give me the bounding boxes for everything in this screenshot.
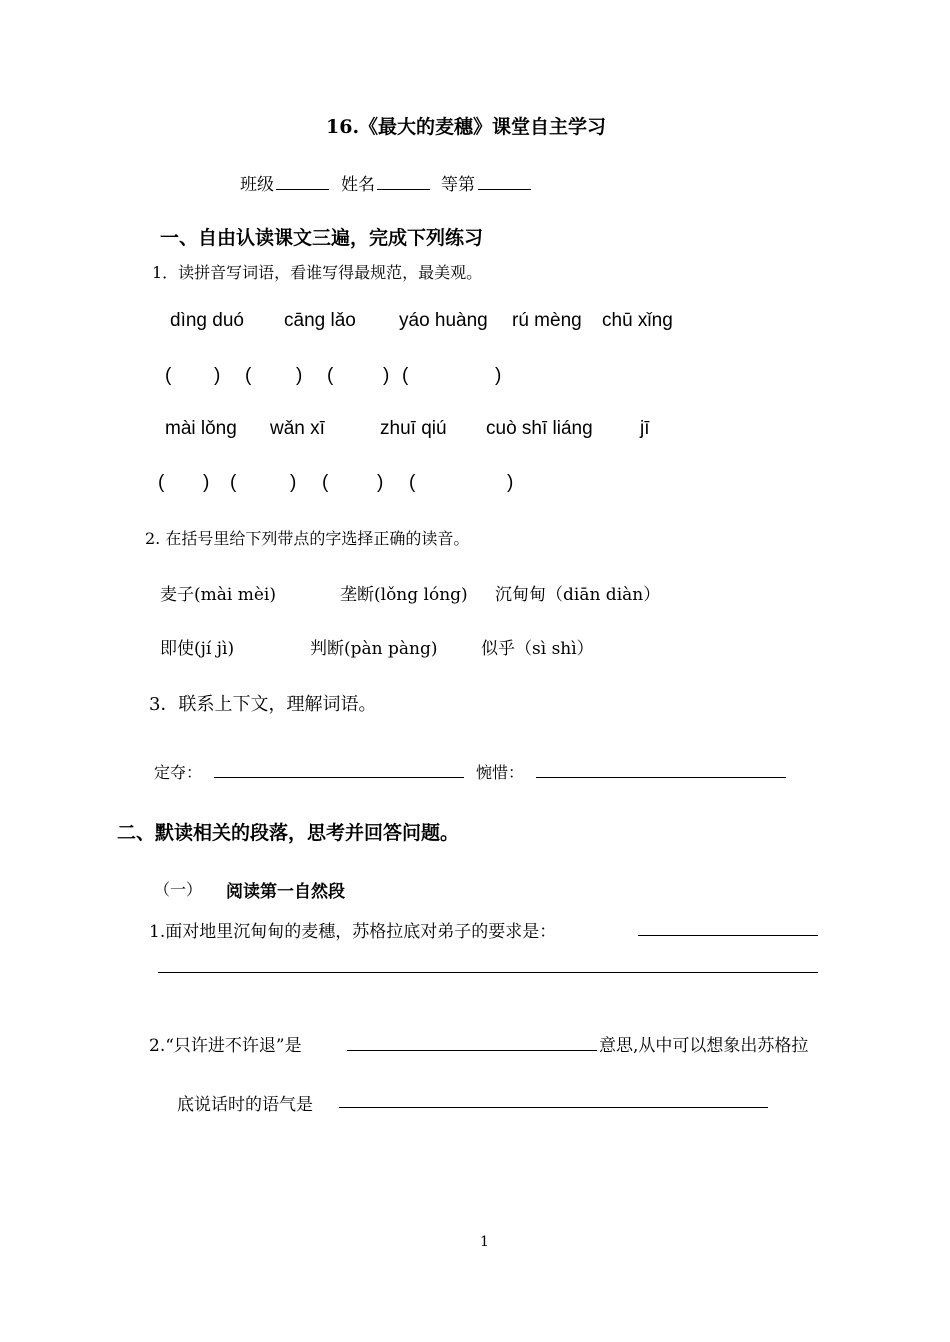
paren-close: ) <box>214 365 221 386</box>
paren-open: ( <box>402 365 409 386</box>
paren-close: ) <box>495 365 502 386</box>
paren-open: ( <box>245 365 252 386</box>
answer-blank-wanxi[interactable] <box>536 777 786 778</box>
question-2-1: 1.面对地里沉甸甸的麦穗，苏格拉底对弟子的要求是： <box>149 922 557 942</box>
word-label-wanxi: 惋惜： <box>476 763 525 782</box>
reading-choice[interactable]: 判断(pàn pàng) <box>310 639 438 659</box>
paren-open: ( <box>322 472 329 493</box>
reading-choice[interactable]: 沉甸甸（diān diàn） <box>495 585 661 605</box>
paren-close: ) <box>377 472 384 493</box>
section-one-heading: 一、自由认读课文三遍，完成下列练习 <box>160 227 484 249</box>
class-field-blank[interactable] <box>276 189 329 190</box>
pinyin-item: chū xǐnɡ <box>602 310 673 331</box>
reading-choice[interactable]: 麦子(mài mèi) <box>160 585 276 605</box>
paren-close: ) <box>296 365 303 386</box>
name-field-blank[interactable] <box>377 189 430 190</box>
paren-open: ( <box>409 472 416 493</box>
paren-open: ( <box>165 365 172 386</box>
pinyin-item: cuò shī liánɡ <box>486 418 593 439</box>
name-field-label: 姓名 <box>341 175 375 195</box>
question-1-2: 2. 在括号里给下列带点的字选择正确的读音。 <box>145 529 470 548</box>
answer-blank-2-1a[interactable] <box>638 935 818 936</box>
pinyin-item: rú mènɡ <box>512 310 582 331</box>
page-number: 1 <box>480 1234 489 1250</box>
pinyin-item: yáo huànɡ <box>399 310 488 331</box>
page-title: 16.《最大的麦穗》课堂自主学习 <box>326 116 607 138</box>
reading-choice[interactable]: 即使(jí jì) <box>160 639 235 659</box>
answer-blank-2-2a[interactable] <box>347 1050 597 1051</box>
class-field-label: 班级 <box>240 175 274 195</box>
question-1-1: 1．读拼音写词语，看谁写得最规范，最美观。 <box>152 263 483 282</box>
answer-blank-2-1b[interactable] <box>158 972 818 973</box>
section-two-heading: 二、默读相关的段落，思考并回答问题。 <box>117 822 460 844</box>
pinyin-item: dìnɡ duó <box>170 310 244 331</box>
question-2-2-prefix: 2.“只许进不许退”是 <box>149 1036 302 1056</box>
paren-close: ) <box>383 365 390 386</box>
paren-close: ) <box>203 472 210 493</box>
pinyin-item: zhuī qiú <box>380 418 447 439</box>
word-label-dingduo: 定夺： <box>154 763 203 782</box>
paren-open: ( <box>230 472 237 493</box>
paren-close: ) <box>290 472 297 493</box>
subsection-label: （一） <box>154 880 203 899</box>
reading-choice[interactable]: 垄断(lǒng lóng) <box>340 585 468 605</box>
grade-field-label: 等第 <box>441 175 475 195</box>
question-2-2-line2: 底说话时的语气是 <box>177 1095 313 1115</box>
grade-field-blank[interactable] <box>478 189 531 190</box>
paren-open: ( <box>327 365 334 386</box>
pinyin-item: mài lǒnɡ <box>165 418 237 439</box>
question-1-3: 3．联系上下文，理解词语。 <box>149 694 377 715</box>
subsection-title: 阅读第一自然段 <box>226 882 345 902</box>
paren-close: ) <box>507 472 514 493</box>
question-2-2-suffix: 意思,从中可以想象出苏格拉 <box>599 1036 809 1056</box>
paren-open: ( <box>158 472 165 493</box>
answer-blank-dingduo[interactable] <box>214 777 464 778</box>
reading-choice[interactable]: 似乎（sì shì） <box>481 639 594 659</box>
pinyin-item: jī <box>640 418 650 439</box>
pinyin-item: cānɡ lǎo <box>284 310 356 331</box>
answer-blank-2-2b[interactable] <box>339 1107 768 1108</box>
pinyin-item: wǎn xī <box>270 418 325 439</box>
